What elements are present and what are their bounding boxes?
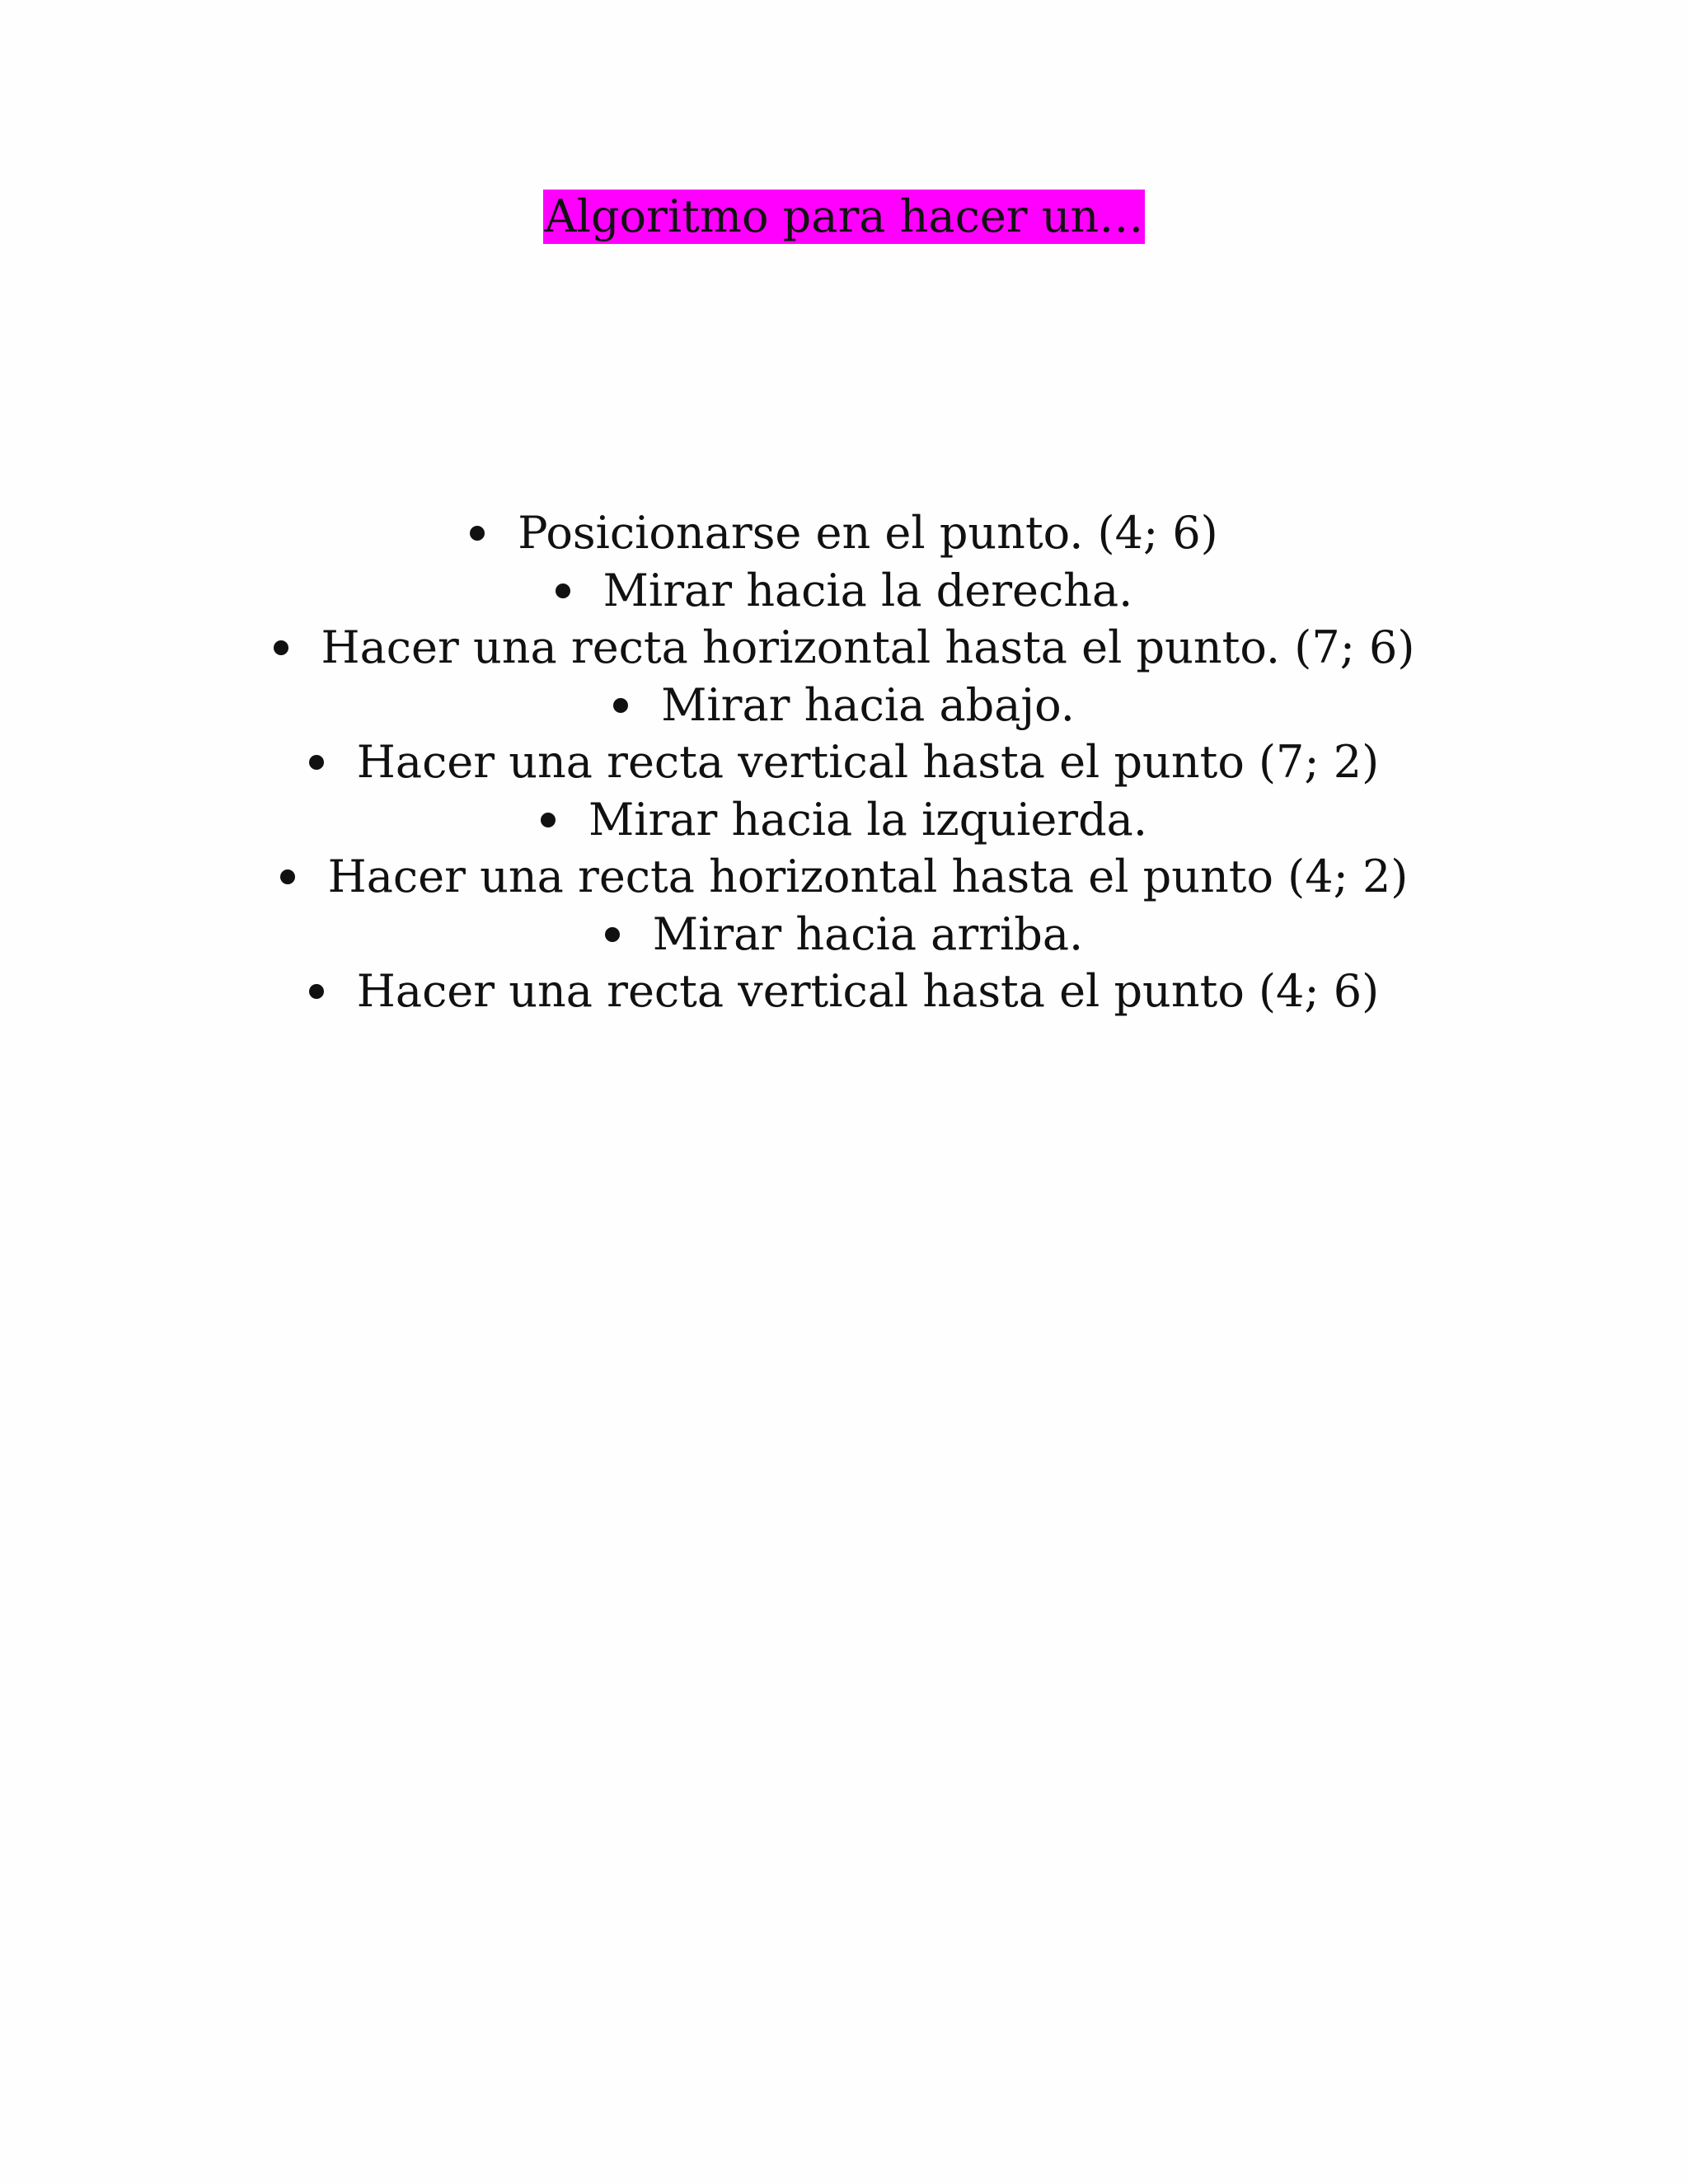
list-item <box>0 504 1688 562</box>
step-text: Mirar hacia arriba. <box>652 907 1084 960</box>
page-title: Algoritmo para hacer un… <box>544 190 1144 242</box>
bullet-icon <box>280 869 295 884</box>
bullet-icon <box>556 583 570 598</box>
bullet-icon <box>274 640 288 655</box>
steps-list <box>0 504 1688 1020</box>
list-item <box>0 848 1688 906</box>
step-text: Mirar hacia la derecha. <box>603 564 1133 616</box>
list-item <box>0 677 1688 734</box>
list-item <box>0 963 1688 1020</box>
bullet-icon <box>605 927 620 942</box>
bullet-icon <box>541 813 556 827</box>
list-item <box>0 733 1688 791</box>
bullet-icon <box>309 984 324 999</box>
step-text: Hacer una recta vertical hasta el punto (7; 2) <box>356 736 1380 788</box>
list-item <box>0 562 1688 620</box>
title-container <box>0 190 1688 244</box>
step-text: Hacer una recta vertical hasta el punto (4; 6) <box>356 965 1380 1017</box>
step-text: Posicionarse en el punto. (4; 6) <box>518 507 1218 559</box>
step-text: Mirar hacia abajo. <box>661 678 1075 731</box>
bullet-icon <box>309 755 324 770</box>
step-text: Hacer una recta horizontal hasta el punto. (7; 6) <box>321 621 1415 673</box>
bullet-icon <box>470 526 485 541</box>
list-item <box>0 906 1688 963</box>
step-text: Hacer una recta horizontal hasta el punto (4; 2) <box>327 851 1409 902</box>
list-item <box>0 791 1688 849</box>
bullet-icon <box>613 698 628 713</box>
step-text: Mirar hacia la izquierda. <box>588 793 1148 846</box>
list-item <box>0 619 1688 677</box>
